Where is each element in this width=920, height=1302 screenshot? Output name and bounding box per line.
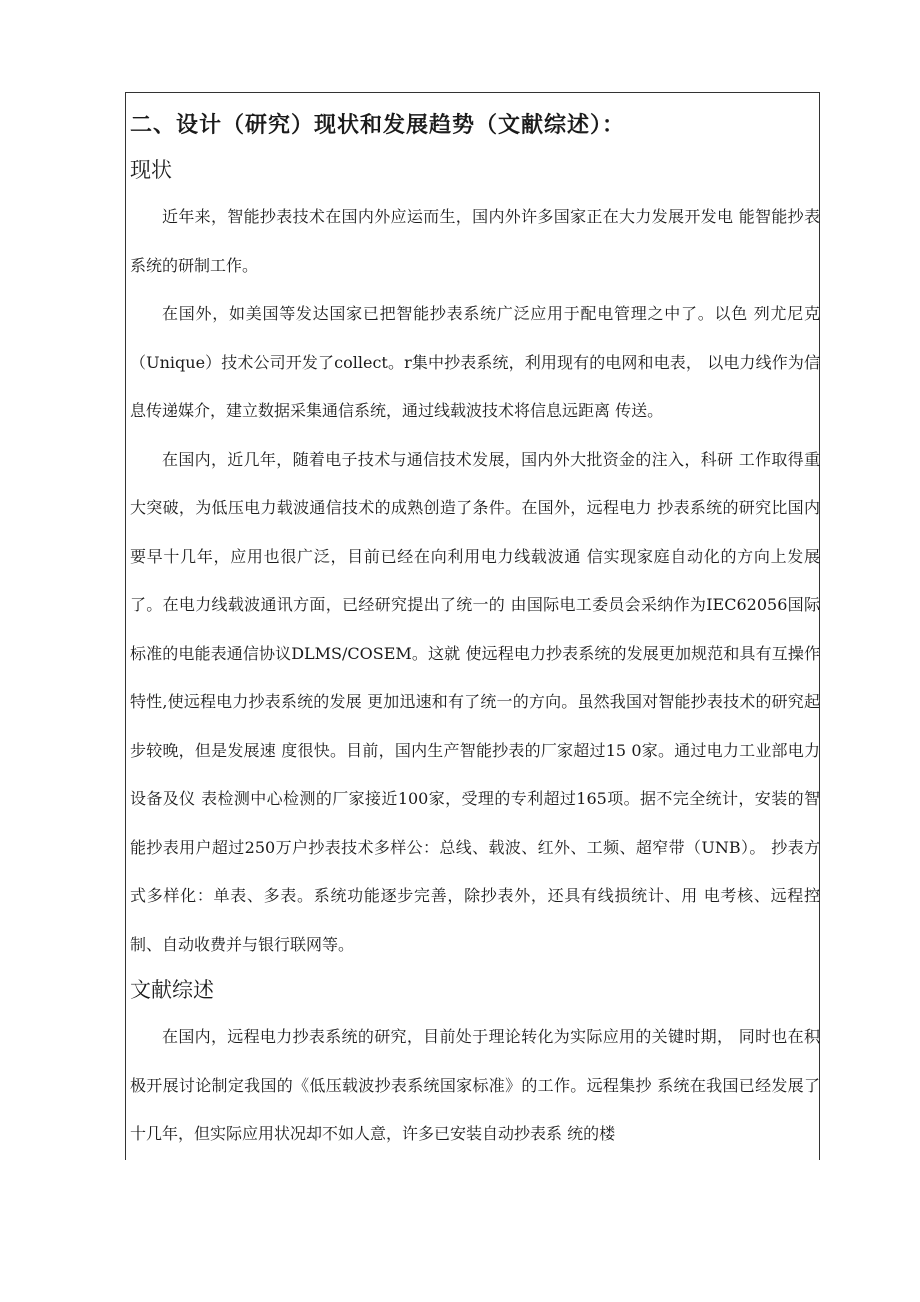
section-title: 二、设计（研究）现状和发展趋势（文献综述）：	[130, 112, 626, 138]
subsection-heading-status: 现状	[130, 158, 172, 182]
document-body	[130, 107, 820, 1159]
subsection-heading-review: 文献综述	[130, 978, 214, 1002]
paragraph: 在国外，如美国等发达国家已把智能抄表系统广泛应用于配电管理之中了。以色 列尤尼克（Unique）技术公司开发了collect。r集中抄表系统，利用现有的电网和电表， 以电力线作为信息传递媒介，建立数据采集通信系统，通过线载波技术将信息远距离 传送。	[130, 304, 820, 420]
paragraph: 在国内，近几年，随着电子技术与通信技术发展，国内外大批资金的注入，科研 工作取得重大突破，为低压电力载波通信技术的成熟创造了条件。在国外，远程电力 抄表系统的研究比国内要早十几年，应用也很广泛，目前已经在向利用电力线载波通 信实现家庭自动化的方向上发展了。在电力线载波通讯方面，已经研究提出了统一的 由国际电工委员会采纳作为IEC62056国际标准的电能表通信协议DLMS/COSEM。这就 使远程电力抄表系统的发展更加规范和具有互操作特性,使远程电力抄表系统的发展 更加迅速和有了统一的方向。虽然我国对智能抄表技术的研究起步较晚，但是发展速 度很快。目前，国内生产智能抄表的厂家超过15 0家。通过电力工业部电力设备及仪 表检测中心检测的厂家接近100家，受理的专利超过165项。据不完全统计，安装的智 能抄表用户超过250万户抄表技术多样公：总线、载波、红外、工频、超窄带（UNB）。 抄表方式多样化：单表、多表。系统功能逐步完善，除抄表外，还具有线损统计、用 电考核、远程控制、自动收费并与银行联网等。	[130, 449, 820, 954]
paragraph: 在国内，远程电力抄表系统的研究，目前处于理论转化为实际应用的关键时期， 同时也在积极开展讨论制定我国的《低压载波抄表系统国家标准》的工作。远程集抄 系统在我国已经发展了十几年，但实际应用状况却不如人意，许多已安装自动抄表系 统的楼	[130, 1027, 820, 1143]
paragraph: 近年来，智能抄表技术在国内外应运而生，国内外许多国家正在大力发展开发电 能智能抄表系统的研制工作。	[130, 207, 820, 275]
